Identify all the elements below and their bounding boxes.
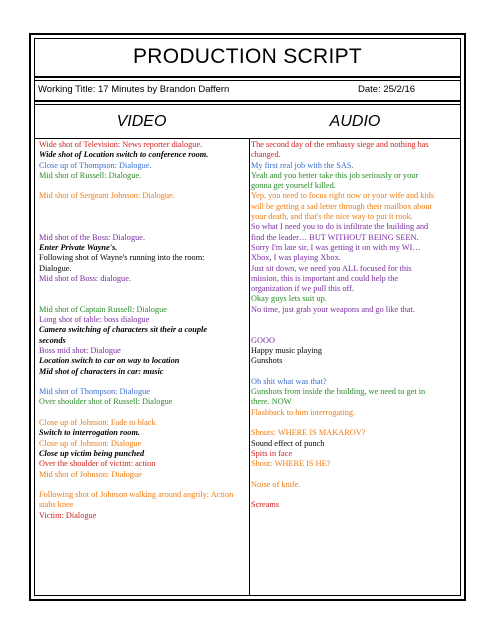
blank-line (39, 284, 248, 294)
audio-line: Happy music playing (251, 345, 322, 355)
document-title: PRODUCTION SCRIPT (34, 38, 461, 78)
blank-line (251, 367, 456, 377)
column-header-row (34, 104, 461, 139)
audio-line: mission, this is important and could help the (251, 273, 399, 283)
video-line: Mid shot of Captain Russell: Dialogue (39, 304, 167, 314)
blank-line (39, 222, 248, 232)
audio-line: Okay guys lets suit up. (251, 294, 327, 304)
blank-line (251, 490, 456, 500)
working-title: Working Title: 17 Minutes by Brandon Daffern (38, 84, 230, 95)
audio-line: will be getting a sad letter through their mailbox about (251, 201, 432, 211)
audio-line: Flashback to him interrogating. (251, 407, 356, 417)
video-line: Mid shot of Sergeant Johnson: Dialogue. (39, 191, 175, 201)
video-line: Long shot of table: boss dialogue (39, 315, 150, 325)
audio-line: So what I need you to do is infiltrate the building and (251, 222, 429, 232)
audio-line: Sorry I'm late sir, I was getting it on with my WI… (251, 242, 421, 252)
audio-line: GOOO (251, 335, 275, 345)
blank-line (251, 315, 456, 325)
video-line: Mid shot of Thompson: Dialogue (39, 387, 150, 397)
script-date: Date: 25/2/16 (358, 84, 416, 95)
video-line: Mid shot of the Boss: Dialogue. (39, 232, 146, 242)
video-line: Enter Private Wayne's. (39, 242, 118, 252)
video-line: seconds (39, 335, 66, 345)
audio-line: your death, and that's the nice way to put it rook. (251, 212, 413, 222)
audio-line: Spits in face (251, 448, 293, 458)
audio-line: Gunshots from inside the building, we need to get in (251, 387, 426, 397)
video-line: Camera switching of characters sit their a couple (39, 325, 208, 335)
video-line: Mid shot of Johnson: Dialogue (39, 469, 142, 479)
blank-line (251, 470, 456, 480)
video-line: Location switch to car on way to location (39, 356, 180, 366)
audio-line: there. NOW (251, 397, 292, 407)
blank-line (39, 181, 248, 191)
video-column (39, 140, 248, 521)
blank-line (251, 418, 456, 428)
blank-line (39, 294, 248, 304)
audio-line: Screams (251, 500, 280, 510)
audio-line: The second day of the embassy siege and nothing has (251, 140, 429, 149)
audio-line: find the leader… BUT WITHOUT BEING SEEN. (251, 232, 419, 242)
video-line: Switch to interrogation room. (39, 428, 140, 438)
video-line: Following shot of Johnson walking around angrily: Action (39, 490, 234, 500)
blank-line (39, 408, 248, 418)
video-line: Boss mid shot: Dialogue (39, 345, 121, 355)
audio-line: Gunshots (251, 356, 283, 366)
video-line: Close up of Thompson: Dialogue. (39, 160, 152, 170)
blank-line (39, 212, 248, 222)
video-line: Mid shot of characters in car: music (39, 366, 164, 376)
video-line: Wide shot of Television: News reporter dialogue. (39, 140, 203, 149)
audio-column-header: AUDIO (329, 113, 381, 130)
working-title-row (34, 80, 461, 102)
audio-line: organization if we pull this off. (251, 284, 354, 294)
video-line: Over the shoulder of victim: action (39, 459, 156, 469)
column-divider (249, 139, 250, 595)
audio-line: Just sit down, we need you ALL focused for this (251, 263, 412, 273)
audio-line: Sound effect of punch (251, 438, 325, 448)
audio-line: changed. (251, 150, 281, 160)
video-line: stabs knee (39, 500, 74, 510)
video-line: Close up victim being punched (39, 448, 145, 458)
video-line: Close up of Johnson: Fade to black (39, 418, 156, 428)
video-line: Following shot of Wayne's running into the room: (39, 253, 205, 263)
audio-line: Shout: WHERE IS HE? (251, 459, 331, 469)
audio-line: Xbox, I was playing Xbox. (251, 253, 341, 263)
audio-line: Noise of knife. (251, 479, 301, 489)
audio-line: Shouts: WHERE IS MAKAROV? (251, 428, 366, 438)
video-line: Mid shot of Russell: Dialogue. (39, 170, 142, 180)
video-line: Mid shot of Boss: dialogue. (39, 273, 131, 283)
audio-column (251, 140, 456, 511)
video-line: Over shoulder shot of Russell: Dialogue (39, 397, 173, 407)
audio-line: Yep, you need to focus right now or your wife and kids (251, 191, 435, 201)
blank-line (251, 325, 456, 335)
audio-line: Oh shit what was that? (251, 376, 327, 386)
video-line: Close up of Johnson: Dialogue (39, 438, 142, 448)
audio-line: No time, just grab your weapons and go like that. (251, 304, 415, 314)
video-line: Victim: Dialogue (39, 510, 97, 520)
audio-line: Yeah and you better take this job seriously or your (251, 170, 419, 180)
audio-line: My first real job with the SAS. (251, 160, 354, 170)
video-column-header: VIDEO (116, 113, 167, 130)
blank-line (39, 480, 248, 490)
video-line: Wide shot of Location switch to conference room. (39, 150, 209, 160)
audio-line: gonna get yourself killed. (251, 181, 336, 191)
blank-line (39, 202, 248, 212)
video-line: Dialogue. (39, 263, 72, 273)
blank-line (39, 377, 248, 387)
